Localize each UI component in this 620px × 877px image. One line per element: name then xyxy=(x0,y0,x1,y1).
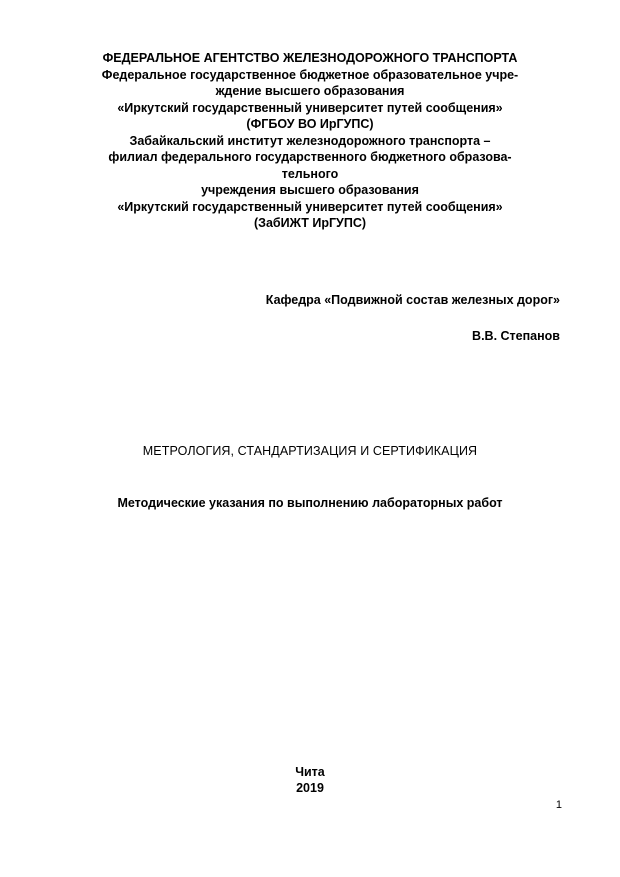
document-subtitle: Методические указания по выполнению лабораторных работ xyxy=(117,496,503,510)
document-title: МЕТРОЛОГИЯ, СТАНДАРТИЗАЦИЯ И СЕРТИФИКАЦИЯ xyxy=(142,444,478,458)
header-line: учреждения высшего образования xyxy=(201,183,419,197)
header-line: (ЗабИЖТ ИрГУПС) xyxy=(253,216,367,230)
header-line: «Иркутский государственный университет путей сообщения» xyxy=(117,100,503,115)
header-line: филиал федерального государственного бюджетного образова- xyxy=(108,150,512,164)
header-line: «Иркутский государственный университет путей сообщения» xyxy=(117,199,503,214)
institution-header xyxy=(50,50,570,232)
header-line: тельного xyxy=(281,166,339,181)
author-name: В.В. Степанов xyxy=(472,329,560,343)
header-line-agency: ФЕДЕРАЛЬНОЕ АГЕНТСТВО ЖЕЛЕЗНОДОРОЖНОГО ТРАНСПОРТА xyxy=(102,51,518,65)
page-number: 1 xyxy=(555,799,562,811)
header-line: (ФГБОУ ВО ИрГУПС) xyxy=(246,117,374,131)
department-name: Кафедра «Подвижной состав железных дорог» xyxy=(265,293,560,307)
header-line: Федеральное государственное бюджетное образовательное учре- xyxy=(101,67,519,82)
publication-city: Чита xyxy=(295,765,325,779)
publication-year: 2019 xyxy=(296,781,324,795)
header-line: ждение высшего образования xyxy=(215,84,405,98)
header-line: Забайкальский институт железнодорожного транспорта – xyxy=(129,133,491,148)
